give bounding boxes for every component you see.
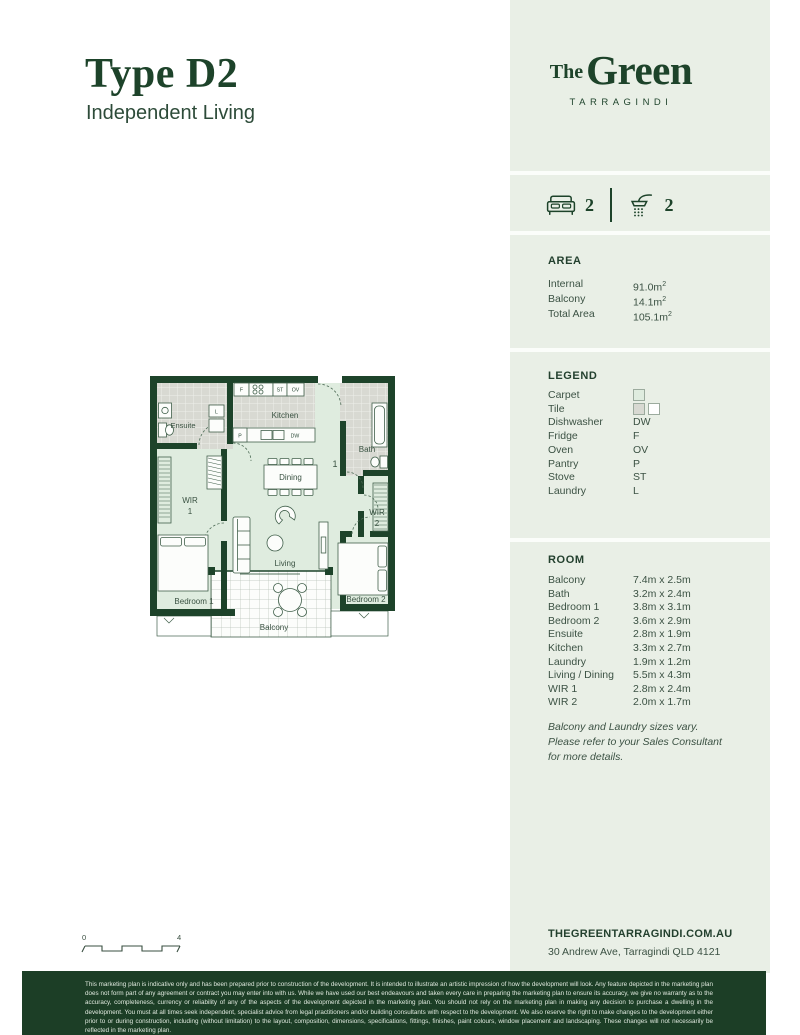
room-size: 2.8m x 1.9m [633, 628, 691, 641]
legend-row [548, 458, 748, 472]
room-row [548, 696, 748, 710]
note-line: for more details. [548, 751, 624, 763]
address: 30 Andrew Ave, Tarragindi QLD 4121 [548, 946, 721, 958]
legend-section [548, 370, 748, 499]
legend-heading: LEGEND [548, 370, 598, 382]
ensuite-label: Ensuite [170, 421, 196, 430]
legend-label: Fridge [548, 430, 578, 443]
area-value: $14.1m^2$ [633, 296, 667, 309]
contact-block [548, 928, 733, 958]
room-row [548, 588, 748, 602]
kitchen-label: Kitchen [271, 411, 299, 420]
room-label: Laundry [548, 655, 586, 668]
room-row [548, 628, 748, 642]
room-label: Bedroom 2 [548, 614, 600, 627]
oven-marker: OV [291, 387, 300, 394]
room-size: 3.3m x 2.7m [633, 641, 691, 654]
legend-row [548, 444, 748, 458]
disclaimer-text: This marketing plan is indicative only and has been prepared prior to construction of the development. It is intended to illustrate an artistic impression of how the development will look. Any feature depicted in the marketing plan does not form part of any agreement or contract you may enter into with us. While we have used our best endeavours and taken every care in preparing the marketing plan to ensure its accuracy, we give no warranty as to the accuracy, completeness, currency or reliability of any of the aspects of the development depicted in the marketing plan. You should not rely on the marketing plan in making any decision to purchase a dwelling in the development. You must at all times seek independent, specialist advice from legal practitioners and/or building consultants with respect to the development. We also reserve the right to make changes to the development either prior to or during construction, including (without limitation) to the layout, composition, dimensions, specifications, fittings, finishes, paint colours, window placement and landscaping. These changes will not necessarily be reflected in the marketing plan. [85, 981, 713, 1035]
area-value: $91.0m^2$ [633, 281, 667, 294]
legend-label: Oven [548, 443, 574, 456]
legend-code: F [633, 430, 640, 443]
room-size: 2.8m x 2.4m [633, 682, 691, 695]
area-row [548, 277, 748, 292]
page-subtitle: Independent Living [86, 102, 256, 124]
note-line: Balcony and Laundry sizes vary. [548, 721, 699, 733]
legend-row [548, 430, 748, 444]
bedroom-count: 2 [585, 194, 594, 215]
scale-start: 0 [82, 933, 87, 942]
legend-row [548, 471, 748, 485]
scale-bar [78, 930, 188, 962]
website: THEGREENTARRAGINDI.COM.AU [548, 928, 733, 940]
floor-plan [145, 371, 410, 651]
bathroom-count: 2 [664, 194, 674, 215]
room-row [548, 683, 748, 697]
balcony-label: Balcony [259, 623, 289, 632]
wir2-number: 2 [374, 519, 380, 528]
area-label: Internal [548, 278, 584, 290]
area-value: $105.1m^2$ [633, 311, 672, 324]
divider [510, 538, 770, 542]
shower-icon [628, 191, 656, 219]
room-heading: ROOM [548, 554, 585, 566]
room-size: 1.9m x 1.2m [633, 655, 691, 668]
scale-end: 4 [177, 933, 182, 942]
room-label: WIR 1 [548, 682, 578, 695]
legend-code: OV [633, 443, 649, 456]
sizes-note [548, 720, 758, 765]
bed-bath-stats [546, 188, 674, 222]
dishwasher-marker: DW [290, 433, 300, 440]
room-row [548, 669, 748, 683]
area-section [548, 255, 748, 323]
area-row [548, 307, 748, 322]
legend-row [548, 403, 748, 417]
room-label: Kitchen [548, 641, 584, 654]
room-label: Living / Dining [548, 669, 614, 682]
stats-divider [610, 188, 612, 222]
room-row [548, 642, 748, 656]
disclaimer-footer [22, 971, 766, 1035]
scale-bar-svg [78, 930, 188, 962]
room-row [548, 601, 748, 615]
wir2-label: WIR [369, 508, 385, 517]
wir1-number: 1 [187, 507, 193, 516]
bedroom2-label: Bedroom 2 [346, 595, 386, 604]
info-sidebar [510, 0, 770, 973]
brand-name-the: The [549, 61, 584, 83]
floorplan-svg [145, 371, 410, 651]
dining-label: Dining [279, 473, 302, 482]
bed-icon [546, 193, 576, 217]
legend-row [548, 416, 748, 430]
legend-label: Carpet [548, 389, 580, 401]
bath-label: Bath [358, 445, 376, 454]
room-label: Balcony [548, 574, 586, 586]
unit-marker: 1 [332, 459, 338, 469]
legend-label: Pantry [548, 457, 579, 470]
bedroom1-label: Bedroom 1 [174, 597, 214, 606]
room-label: Ensuite [548, 628, 584, 641]
legend-label: Stove [548, 471, 575, 484]
area-label: Balcony [548, 293, 586, 306]
wir1-label: WIR [182, 496, 198, 505]
area-row [548, 292, 748, 307]
brand-logo [510, 47, 732, 108]
divider [510, 231, 770, 235]
fridge-marker: F [239, 387, 244, 394]
room-row [548, 656, 748, 670]
room-label: Bedroom 1 [548, 601, 600, 614]
divider [510, 348, 770, 352]
area-label: Total Area [548, 308, 595, 321]
room-row [548, 574, 748, 588]
legend-label: Dishwasher [548, 416, 603, 429]
room-label: Bath [548, 587, 570, 600]
room-size: 7.4m x 2.5m [633, 574, 691, 586]
page-title: Type D2 [85, 51, 239, 97]
room-row [548, 615, 748, 629]
room-label: WIR 2 [548, 696, 578, 709]
note-line: Please refer to your Sales Consultant [548, 736, 722, 748]
stove-marker: ST [276, 387, 284, 394]
room-size: 2.0m x 1.7m [633, 696, 691, 709]
legend-row [548, 485, 748, 499]
legend-code: P [633, 457, 641, 470]
room-size: 3.2m x 2.4m [633, 587, 691, 600]
legend-code: ST [633, 471, 647, 484]
divider [510, 171, 770, 175]
legend-code: DW [633, 416, 651, 429]
brand-name [510, 47, 732, 93]
area-heading: AREA [548, 255, 582, 267]
room-size: 3.6m x 2.9m [633, 614, 691, 627]
legend-label: Tile [548, 402, 565, 415]
pantry-marker: P [238, 433, 242, 440]
room-size: 5.5m x 4.3m [633, 669, 691, 682]
brand-name-green: Green [586, 47, 693, 93]
room-section [548, 554, 748, 710]
laundry-marker: L [215, 409, 218, 416]
brand-location: TARRAGINDI [569, 97, 673, 108]
room-size: 3.8m x 3.1m [633, 601, 691, 614]
living-label: Living [274, 559, 296, 568]
legend-label: Laundry [548, 484, 586, 497]
legend-row [548, 389, 748, 403]
legend-code: L [633, 484, 639, 497]
